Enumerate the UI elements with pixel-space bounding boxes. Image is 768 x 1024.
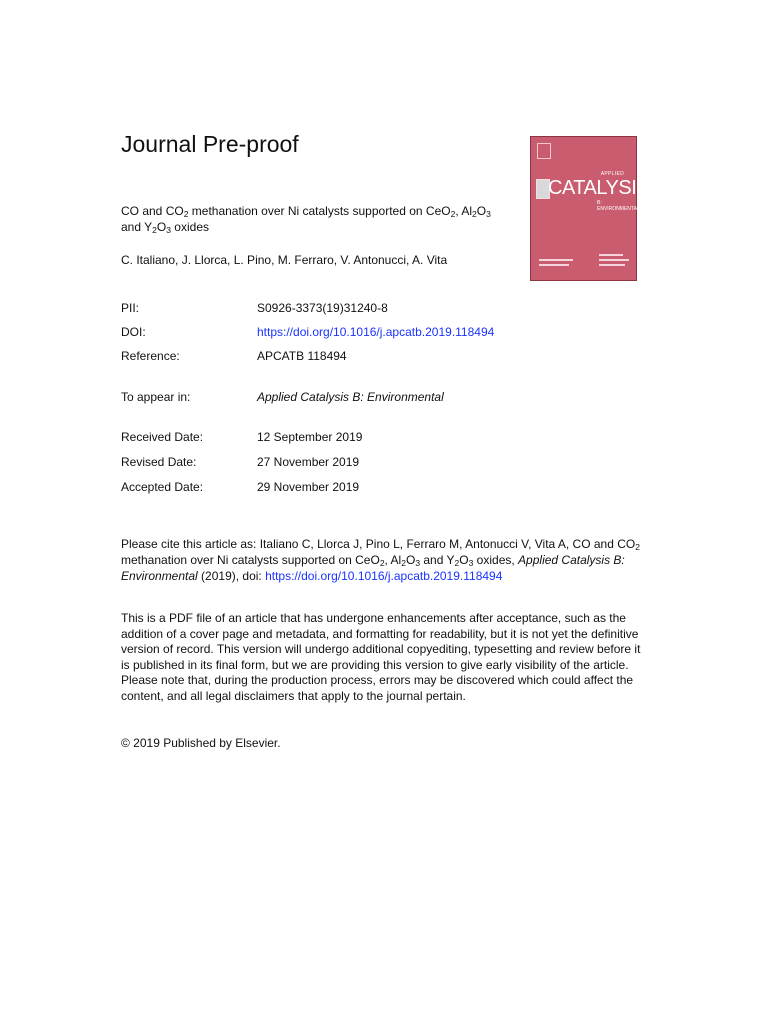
reference-value: APCATB 118494 (257, 349, 347, 363)
article-title: CO and $CO_2$ methanation over Ni catalysts supported on CeO$_2$, $Al_2O_3$ and $Y_2O_3$ oxides (121, 204, 491, 235)
author-list: C. Italiano, J. Llorca, L. Pino, M. Ferraro, V. Antonucci, A. Vita (121, 253, 448, 267)
publisher-logo-icon (537, 143, 551, 159)
citation-doi-link[interactable]: https://doi.org/10.1016/j.apcatb.2019.118494 (265, 569, 503, 583)
pii-value: S0926-3373(19)31240-8 (257, 301, 388, 315)
cover-fineprint-line (599, 259, 629, 261)
cover-fineprint-line (599, 254, 623, 256)
appear-in-label: To appear in: (121, 390, 191, 404)
doi-label: DOI: (121, 325, 146, 339)
journal-name: Applied Catalysis B: Environmental (257, 390, 444, 404)
citation-journal: Applied Catalysis B: Environmental (121, 553, 625, 583)
cover-journal-word: CATALYSIS (548, 177, 650, 199)
revised-date: 27 November 2019 (257, 455, 360, 469)
accepted-date: 29 November 2019 (257, 480, 360, 494)
pii-label: PII: (121, 301, 140, 315)
received-date: 12 September 2019 (257, 430, 363, 444)
cover-fineprint-line (539, 259, 573, 261)
page-title: Journal Pre-proof (121, 131, 299, 157)
citation-paragraph: Please cite this article as: Italiano C, Llorca J, Pino L, Ferraro M, Antonucci V, Vita A, CO and $CO_2$ methanation over Ni catalysts supported on CeO$_2$, $Al_2O_3$ and $Y_2O_3$ oxides, Applied Catalysis B: Environmental (2019), doi: https://doi.org/10.1016/j.apcatb.2019.118494 (121, 537, 640, 583)
cover-top-label: APPLIED (600, 171, 624, 177)
copyright-notice: © 2019 Published by Elsevier. (121, 736, 281, 750)
cover-fineprint-line (599, 264, 625, 266)
revised-label: Revised Date: (121, 455, 197, 469)
accepted-label: Accepted Date: (121, 480, 204, 494)
cover-journal-subtitle: B: ENVIRONMENTAL (597, 200, 640, 212)
reference-label: Reference: (121, 349, 180, 363)
doi-link[interactable]: https://doi.org/10.1016/j.apcatb.2019.118494 (257, 325, 495, 339)
disclaimer-paragraph: This is a PDF file of an article that has undergone enhancements after acceptance, such as the addition of a cover page and metadata, and formatting for readability, but it is not yet the definitive version of record. This version will undergo additional copyediting, typesetting and review before it is published in its final form, but we are providing this version to give early visibility of the article. Please note that, during the production process, errors may be discovered which could affect the content, and all legal disclaimers that apply to the journal pertain. (121, 611, 641, 703)
journal-cover-image (530, 136, 650, 281)
received-label: Received Date: (121, 430, 204, 444)
cover-fineprint-line (539, 264, 569, 266)
